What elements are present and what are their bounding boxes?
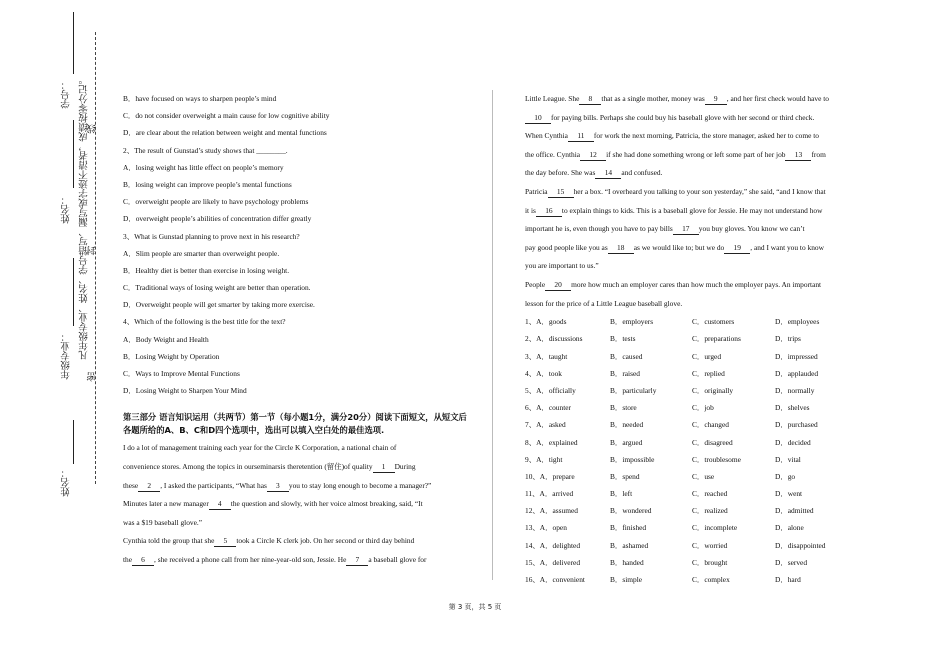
option-d[interactable]: D．alone [775,523,804,533]
name-blank[interactable] [73,120,74,188]
option-row-7 [525,416,855,433]
q3-option-d: D．Overweight people will get smarter by taking more exercise. [123,300,315,310]
option-row-9-a[interactable] [525,451,610,468]
option-b[interactable]: B．impossible [610,454,655,464]
column-divider [492,90,493,580]
option-row-11 [525,485,855,502]
option-b[interactable]: B．left [610,489,633,499]
q3-option-a: A．Slim people are smarter than overweight people. [123,248,280,258]
name-label: 姓名： [62,195,72,224]
blank-6[interactable]: 6 [132,555,154,566]
option-d[interactable]: D．decided [775,437,811,447]
option-c[interactable]: C．changed [692,420,729,430]
right-column [525,90,865,588]
option-c[interactable]: C．troublesome [692,454,741,464]
option-c[interactable]: C．disagreed [692,437,733,447]
option-row-11-a[interactable] [525,485,610,502]
option-number: 2、 [525,334,537,344]
option-row-15-a[interactable] [525,554,610,571]
option-row-9 [525,451,855,468]
option-number: 14、 [525,540,540,550]
option-row-14 [525,537,855,554]
section-heading: 第三部分 语言知识运用（共两节）第一节（每小题1分，满分20分）阅读下面短文，从短文后各题所给的A、B、C和D四个选项中，选出可以填入空白处的最佳选项. [123,412,467,436]
passage-line-14: it is 16 to explain things to kids. This is a baseball glove for Jessie. He may not understand how [525,205,823,215]
option-row-8 [525,433,855,450]
passage-line-19: lesson for the price of a Little League baseball glove. [525,298,683,308]
option-d[interactable]: D．served [775,557,808,567]
passage-line-15: important he is, even though you have to pay bills 17 you buy gloves. You know we can’t [525,224,805,234]
option-row-15 [525,554,855,571]
blank-16[interactable]: 16 [536,206,562,217]
option-d[interactable]: D．normally [775,385,815,395]
option-b[interactable]: B．spend [610,471,640,481]
option-number: 6、 [525,403,537,413]
option-b[interactable]: B．tests [610,334,636,344]
option-c[interactable]: C．job [692,403,714,413]
q2-option-c: C．overweight people are likely to have psychology problems [123,197,309,207]
option-a: A．open [539,523,567,533]
option-a: A．tight [536,454,563,464]
q2-option-d: D．overweight people’s abilities of concentration differ greatly [123,214,312,224]
option-b[interactable]: B．finished [610,523,647,533]
option-a: A．explained [536,437,578,447]
passage-line-2: convenience stores. Among the topics in ourseminarsis theretention (留住)of quality 1 During [123,461,416,471]
option-number: 15、 [525,557,540,567]
blank-7[interactable]: 7 [346,555,368,566]
option-number: 16、 [525,575,540,585]
left-column [123,90,468,570]
option-number: 5、 [525,385,537,395]
passage-line-3: these 2 , I asked the participants, “What has 3 you to stay long enough to become a manager?” [123,480,432,490]
option-d[interactable]: D．trips [775,334,801,344]
q1-option-c: C．do not consider overweight a main cause for low cognitive ability [123,111,330,121]
q3-option-c: C．Traditional ways of losing weight are better than operation. [123,283,311,293]
option-a: A．taught [536,351,568,361]
option-d[interactable]: D．go [775,471,796,481]
seal-char-xian: 线 [88,124,98,134]
option-a: A．prepare [539,471,575,481]
option-d[interactable]: D．vital [775,454,801,464]
option-number: 13、 [525,523,540,533]
q3-stem: 3、What is Gunstad planning to prove next in his research? [123,231,300,241]
q4-option-b: B．Losing Weight by Operation [123,351,220,361]
option-c[interactable]: C．urged [692,351,722,361]
option-row-6-a[interactable] [525,399,610,416]
option-d[interactable]: D．admitted [775,506,814,516]
option-number: 12、 [525,506,540,516]
option-b[interactable]: B．employers [610,317,654,327]
blank-12[interactable]: 12 [580,150,606,161]
passage-line-17: you are important to us.” [525,261,599,271]
option-row-16 [525,571,855,588]
page-number: 第 3 页，共 5 页 [448,603,502,611]
blank-11[interactable]: 11 [568,131,594,142]
option-b[interactable]: B．particularly [610,385,657,395]
grade-blank[interactable] [73,258,74,326]
q4-option-a: A．Body Weight and Health [123,334,209,344]
q2-option-b: B．losing weight can improve people’s mental functions [123,179,292,189]
option-a: A．discussions [536,334,583,344]
option-b[interactable]: B．simple [610,575,643,585]
blank-9[interactable]: 9 [705,94,727,105]
q3-option-b: B．Healthy diet is better than exercise in losing weight. [123,265,290,275]
option-b[interactable]: B．ashamed [610,540,649,550]
q1-option-b: B．have focused on ways to sharpen people’s mind [123,94,277,103]
blank-10[interactable]: 10 [525,113,551,124]
option-d[interactable]: D．impressed [775,351,818,361]
option-a: A．asked [536,420,566,430]
option-row-2-a[interactable] [525,330,610,347]
q2-option-a: A．losing weight has little effect on people’s memory [123,162,284,172]
option-b[interactable]: B．needed [610,420,644,430]
option-row-12-a[interactable] [525,502,610,519]
blank-4[interactable]: 4 [209,499,231,510]
option-a: A．assumed [539,506,578,516]
blank-19[interactable]: 19 [724,243,750,254]
option-number: 11、 [525,489,540,499]
option-d[interactable]: D．applauded [775,368,819,378]
q4-stem: 4、Which of the following is the best title for the text? [123,317,286,327]
passage-line-1: I do a lot of management training each year for the Circle K Corporation, a national chain of [123,443,397,453]
grade-label: 年级专业： [62,332,72,380]
option-d[interactable]: D．disappointed [775,540,826,550]
seal-char-mi: 密 [88,372,98,382]
q4-option-d: D．Losing Weight to Sharpen Your Mind [123,386,247,396]
option-row-4 [525,365,855,382]
option-d[interactable]: D．hard [775,575,801,585]
blank-13[interactable]: 13 [785,150,811,161]
option-row-1 [525,313,855,330]
blank-5[interactable]: 5 [214,536,236,547]
seal-dashed-line [95,32,96,484]
option-number: 9、 [525,454,537,464]
option-row-1-a[interactable] [525,313,610,330]
passage-line-10: When Cynthia 11 for work the next morning, Patricia, the store manager, asked her to come to [525,131,819,141]
option-c[interactable]: C．worried [692,540,728,550]
option-a: A．counter [536,403,571,413]
blank-2[interactable]: 2 [138,481,160,492]
option-d[interactable]: D．purchased [775,420,818,430]
option-row-10-a[interactable] [525,468,610,485]
option-c[interactable]: C．reached [692,489,728,499]
blank-17[interactable]: 17 [673,224,699,235]
option-row-16-a[interactable] [525,571,610,588]
student-no-blank[interactable] [73,12,74,74]
option-c[interactable]: C．complex [692,575,730,585]
option-number: 3、 [525,351,537,361]
seal-char-feng: 封 [88,246,98,256]
option-b[interactable]: B．store [610,403,637,413]
passage-line-8: Little League. She 8 that as a single mother, money was 9 , and her first check would have to [525,94,829,103]
blank-20[interactable]: 20 [545,280,571,291]
option-row-5 [525,382,855,399]
option-row-14-a[interactable] [525,537,610,554]
option-a: A．delivered [539,557,581,567]
option-c[interactable]: C．replied [692,368,725,378]
option-c[interactable]: C．customers [692,317,735,327]
option-number: 10、 [525,471,540,481]
option-number: 1、 [525,317,537,327]
option-row-5-a[interactable] [525,382,610,399]
passage-line-12: the day before. She was 14 and confused. [525,168,663,178]
option-a: A．convenient [539,575,585,585]
option-row-3-a[interactable] [525,348,610,365]
school-blank[interactable] [73,420,74,464]
passage-line-16: pay good people like you as 18 as we would like to; but we do 19 , and I want you to know [525,242,824,252]
option-a: A．delighted [539,540,581,550]
option-number: 7、 [525,420,537,430]
option-d[interactable]: D．went [775,489,803,499]
option-a: A．goods [536,317,567,327]
passage-line-18: People 20 more how much an employer cares than how much the employer pays. An important [525,279,822,289]
option-b[interactable]: B．wondered [610,506,652,516]
option-b[interactable]: B．handed [610,557,644,567]
passage-line-6: Cynthia told the group that she 5 took a Circle K clerk job. On her second or third day behind [123,536,415,546]
option-c[interactable]: C．preparations [692,334,741,344]
option-a: A．took [536,368,562,378]
blank-1[interactable]: 1 [373,462,395,473]
option-number: 4、 [525,368,537,378]
q2-stem: 2、The result of Gunstad’s study shows that ________. [123,145,288,155]
blank-8[interactable]: 8 [579,94,601,105]
option-c[interactable]: C．incomplete [692,523,738,533]
option-b[interactable]: B．caused [610,351,643,361]
blank-3[interactable]: 3 [267,481,289,492]
school-label: 姓名： [62,468,72,497]
option-c[interactable]: C．use [692,471,715,481]
q1-option-d: D．are clear about the relation between weight and mental functions [123,128,327,138]
option-a: A．officially [536,385,576,395]
option-number: 8、 [525,437,537,447]
binding-margin [0,0,110,672]
option-row-2 [525,330,855,347]
student-no-label: 学号： [62,80,72,109]
option-row-4-a[interactable] [525,365,610,382]
blank-14[interactable]: 14 [595,168,621,179]
option-row-7-a[interactable] [525,416,610,433]
option-row-6 [525,399,855,416]
options-table [525,313,855,588]
option-row-3 [525,348,855,365]
passage-line-4: Minutes later a new manager 4 the question and slowly, with her voice almost breaking, said, “It [123,499,423,509]
option-row-13-a[interactable] [525,519,610,536]
blank-15[interactable]: 15 [548,187,574,198]
passage-line-13: Patricia 15 her a box. “I overheard you talking to your son yesterday,” she said, “and I know that [525,186,826,196]
option-c[interactable]: C．brought [692,557,728,567]
option-row-10 [525,468,855,485]
option-row-8-a[interactable] [525,433,610,450]
option-a: A．arrived [539,489,574,499]
option-d[interactable]: D．employees [775,317,820,327]
passage-line-7: the 6 , she received a phone call from her nine-year-old son, Jessie. He 7 a baseball glove for [123,554,427,564]
option-row-12 [525,502,855,519]
passage-line-5: was a $19 baseball glove.” [123,517,203,527]
blank-18[interactable]: 18 [608,243,634,254]
q4-option-c: C．Ways to Improve Mental Functions [123,369,240,378]
option-b[interactable]: B．argued [610,437,643,447]
option-row-13 [525,519,855,536]
option-d[interactable]: D．shelves [775,403,810,413]
passage-line-11: the office. Cynthia 12 if she had done something wrong or left some part of her job 13 from [525,149,826,159]
notice-text: 凡年级专业、姓名、学号错写、漏写或字迹不清者，成绩按零分记。 [80,75,90,360]
option-c[interactable]: C．realized [692,506,728,516]
passage-line-9: 10 for paying bills. Perhaps she could buy his baseball glove with her second or third check. [525,109,865,128]
option-c[interactable]: C．originally [692,385,734,395]
option-b[interactable]: B．raised [610,368,640,378]
